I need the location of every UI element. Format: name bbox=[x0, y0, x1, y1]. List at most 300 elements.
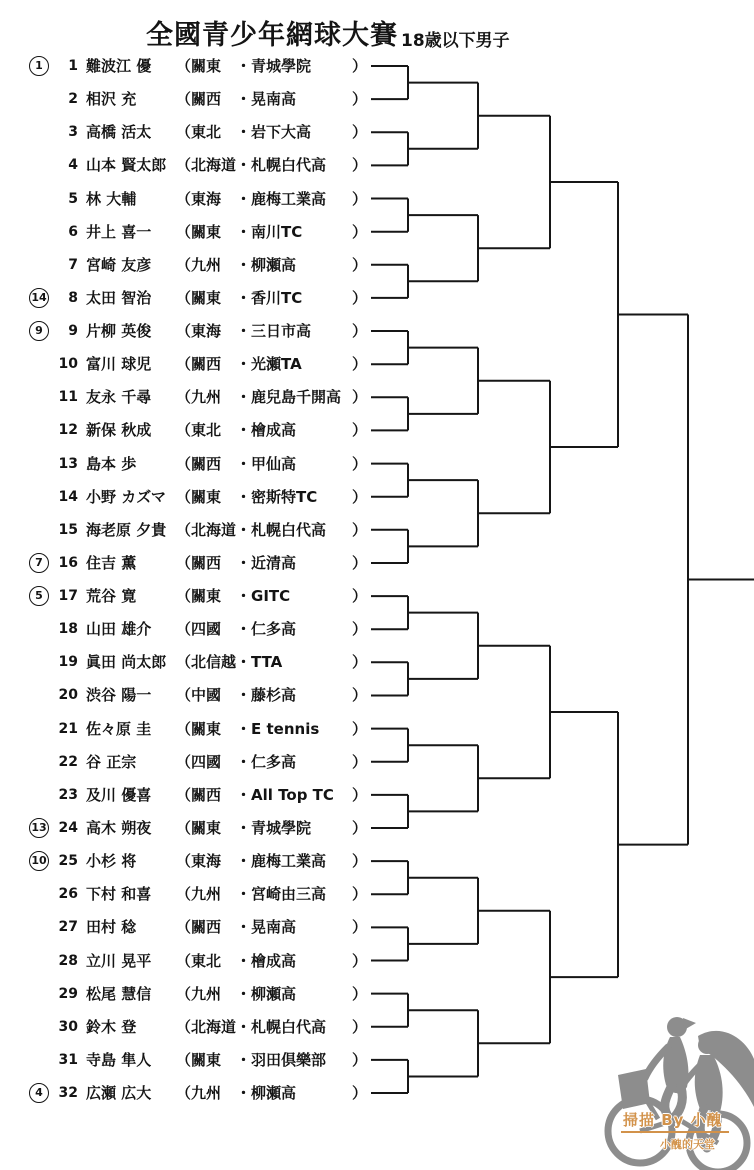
entry-number: 18 bbox=[58, 621, 78, 637]
region: 關西 bbox=[191, 554, 222, 572]
paren-open: （ bbox=[176, 753, 192, 771]
player-name: 高木 朔夜 bbox=[86, 819, 152, 837]
school: 札幌白代高 bbox=[251, 521, 327, 539]
affiliation bbox=[176, 651, 282, 673]
entry-number: 25 bbox=[58, 853, 78, 869]
player-name: 難波江 優 bbox=[86, 57, 152, 75]
paren-close: ） bbox=[352, 686, 368, 704]
player-name: 渋谷 陽一 bbox=[86, 686, 152, 704]
affiliation bbox=[176, 486, 317, 508]
region: 北海道 bbox=[191, 521, 237, 539]
entry-number: 28 bbox=[58, 953, 78, 969]
player-row-30 bbox=[0, 1016, 420, 1038]
player-row-29 bbox=[0, 983, 420, 1005]
separator-dot: ・ bbox=[236, 918, 252, 936]
region: 九州 bbox=[191, 388, 222, 406]
separator-dot: ・ bbox=[236, 123, 252, 141]
player-name: 下村 和喜 bbox=[86, 885, 152, 903]
school: 仁多高 bbox=[251, 753, 297, 771]
player-row-21 bbox=[0, 718, 420, 740]
region: 九州 bbox=[191, 1084, 222, 1102]
entry-number: 2 bbox=[68, 91, 78, 107]
affiliation bbox=[176, 618, 296, 640]
paren-close: ） bbox=[352, 388, 368, 406]
paren-open: （ bbox=[176, 852, 192, 870]
separator-dot: ・ bbox=[236, 388, 252, 406]
player-name: 相沢 充 bbox=[86, 90, 137, 108]
affiliation bbox=[176, 552, 296, 574]
paren-close: ） bbox=[352, 720, 368, 738]
paren-open: （ bbox=[176, 322, 192, 340]
separator-dot: ・ bbox=[236, 355, 252, 373]
separator-dot: ・ bbox=[236, 819, 252, 837]
paren-close: ） bbox=[352, 488, 368, 506]
paren-open: （ bbox=[176, 256, 192, 274]
entry-number: 1 bbox=[68, 58, 78, 74]
paren-open: （ bbox=[176, 1084, 192, 1102]
affiliation bbox=[176, 950, 296, 972]
region: 關東 bbox=[191, 223, 222, 241]
player-row-15 bbox=[0, 519, 420, 541]
separator-dot: ・ bbox=[236, 455, 252, 473]
affiliation bbox=[176, 419, 296, 441]
paren-open: （ bbox=[176, 554, 192, 572]
player-name: 松尾 慧信 bbox=[86, 985, 152, 1003]
region: 東海 bbox=[191, 190, 222, 208]
player-name: 友永 千尋 bbox=[86, 388, 152, 406]
entry-number: 15 bbox=[58, 522, 78, 538]
separator-dot: ・ bbox=[236, 653, 252, 671]
player-name: 宮崎 友彦 bbox=[86, 256, 152, 274]
paren-close: ） bbox=[352, 1018, 368, 1036]
paren-close: ） bbox=[352, 918, 368, 936]
paren-close: ） bbox=[352, 190, 368, 208]
region: 東海 bbox=[191, 852, 222, 870]
player-row-9 bbox=[0, 320, 420, 342]
separator-dot: ・ bbox=[236, 620, 252, 638]
player-row-18 bbox=[0, 618, 420, 640]
separator-dot: ・ bbox=[236, 488, 252, 506]
school: 柳瀬高 bbox=[251, 256, 297, 274]
player-name: 高橋 活太 bbox=[86, 123, 152, 141]
paren-open: （ bbox=[176, 786, 192, 804]
paren-close: ） bbox=[352, 123, 368, 141]
paren-open: （ bbox=[176, 521, 192, 539]
player-row-22 bbox=[0, 751, 420, 773]
entry-number: 27 bbox=[58, 919, 78, 935]
school: 柳瀬高 bbox=[251, 1084, 297, 1102]
school: 岩下大高 bbox=[251, 123, 312, 141]
affiliation bbox=[176, 718, 319, 740]
player-row-2 bbox=[0, 88, 420, 110]
paren-open: （ bbox=[176, 488, 192, 506]
player-name: 佐々原 圭 bbox=[86, 720, 152, 738]
affiliation bbox=[176, 121, 311, 143]
seed-badge: 1 bbox=[29, 56, 49, 76]
separator-dot: ・ bbox=[236, 256, 252, 274]
entry-number: 5 bbox=[68, 191, 78, 207]
region: 四國 bbox=[191, 620, 222, 638]
player-row-3 bbox=[0, 121, 420, 143]
entry-number: 8 bbox=[68, 290, 78, 306]
paren-open: （ bbox=[176, 455, 192, 473]
player-row-10 bbox=[0, 353, 420, 375]
entry-number: 16 bbox=[58, 555, 78, 571]
entry-number: 9 bbox=[68, 323, 78, 339]
paren-close: ） bbox=[352, 985, 368, 1003]
entry-number: 26 bbox=[58, 886, 78, 902]
player-name: 寺島 隼人 bbox=[86, 1051, 152, 1069]
paren-close: ） bbox=[352, 521, 368, 539]
affiliation bbox=[176, 1016, 326, 1038]
seed-badge: 14 bbox=[29, 288, 49, 308]
page-title: 全國青少年網球大賽 bbox=[146, 20, 398, 51]
entry-number: 11 bbox=[58, 389, 78, 405]
region: 中國 bbox=[191, 686, 222, 704]
region: 關東 bbox=[191, 1051, 222, 1069]
region: 東海 bbox=[191, 322, 222, 340]
affiliation bbox=[176, 1082, 296, 1104]
affiliation bbox=[176, 55, 311, 77]
paren-open: （ bbox=[176, 57, 192, 75]
player-row-24 bbox=[0, 817, 420, 839]
entry-number: 24 bbox=[58, 820, 78, 836]
player-row-23 bbox=[0, 784, 420, 806]
paren-close: ） bbox=[352, 223, 368, 241]
player-name: 及川 優喜 bbox=[86, 786, 152, 804]
player-row-7 bbox=[0, 254, 420, 276]
school: 晃南高 bbox=[251, 918, 297, 936]
school: 近清高 bbox=[251, 554, 297, 572]
player-name: 新保 秋成 bbox=[86, 421, 152, 439]
entry-number: 21 bbox=[58, 721, 78, 737]
separator-dot: ・ bbox=[236, 90, 252, 108]
school: 羽田倶樂部 bbox=[251, 1051, 327, 1069]
separator-dot: ・ bbox=[236, 190, 252, 208]
school: 鹿兒島千開高 bbox=[251, 388, 342, 406]
paren-open: （ bbox=[176, 156, 192, 174]
player-row-5 bbox=[0, 188, 420, 210]
separator-dot: ・ bbox=[236, 686, 252, 704]
entry-number: 10 bbox=[58, 356, 78, 372]
paren-open: （ bbox=[176, 190, 192, 208]
school: 青城學院 bbox=[251, 57, 312, 75]
player-name: 荒谷 寛 bbox=[86, 587, 137, 605]
affiliation bbox=[176, 684, 296, 706]
player-row-12 bbox=[0, 419, 420, 441]
entry-number: 13 bbox=[58, 456, 78, 472]
paren-close: ） bbox=[352, 786, 368, 804]
separator-dot: ・ bbox=[236, 554, 252, 572]
region: 東北 bbox=[191, 952, 222, 970]
paren-open: （ bbox=[176, 123, 192, 141]
paren-open: （ bbox=[176, 421, 192, 439]
affiliation bbox=[176, 221, 302, 243]
paren-open: （ bbox=[176, 686, 192, 704]
school: 光瀬TA bbox=[251, 355, 302, 373]
affiliation bbox=[176, 916, 296, 938]
entry-number: 19 bbox=[58, 654, 78, 670]
player-row-20 bbox=[0, 684, 420, 706]
player-row-25 bbox=[0, 850, 420, 872]
player-row-13 bbox=[0, 453, 420, 475]
region: 東北 bbox=[191, 123, 222, 141]
separator-dot: ・ bbox=[236, 587, 252, 605]
seed-badge: 4 bbox=[29, 1083, 49, 1103]
school: 檜成高 bbox=[251, 952, 297, 970]
player-name: 鈴木 登 bbox=[86, 1018, 137, 1036]
school: 青城學院 bbox=[251, 819, 312, 837]
separator-dot: ・ bbox=[236, 156, 252, 174]
separator-dot: ・ bbox=[236, 1084, 252, 1102]
player-row-4 bbox=[0, 154, 420, 176]
player-name: 住吉 薫 bbox=[86, 554, 137, 572]
player-name: 立川 晃平 bbox=[86, 952, 152, 970]
paren-close: ） bbox=[352, 819, 368, 837]
affiliation bbox=[176, 386, 341, 408]
school: 三日市高 bbox=[251, 322, 312, 340]
separator-dot: ・ bbox=[236, 57, 252, 75]
entry-number: 7 bbox=[68, 257, 78, 273]
seed-badge: 7 bbox=[29, 553, 49, 573]
bracket-path bbox=[371, 66, 754, 1093]
paren-close: ） bbox=[352, 322, 368, 340]
paren-open: （ bbox=[176, 918, 192, 936]
player-name: 島本 歩 bbox=[86, 455, 137, 473]
paren-close: ） bbox=[352, 753, 368, 771]
seed-badge: 10 bbox=[29, 851, 49, 871]
entry-number: 23 bbox=[58, 787, 78, 803]
affiliation bbox=[176, 850, 326, 872]
separator-dot: ・ bbox=[236, 289, 252, 307]
player-row-32 bbox=[0, 1082, 420, 1104]
affiliation bbox=[176, 287, 302, 309]
player-name: 富川 球児 bbox=[86, 355, 152, 373]
affiliation bbox=[176, 254, 296, 276]
paren-close: ） bbox=[352, 1084, 368, 1102]
affiliation bbox=[176, 1049, 326, 1071]
school: 甲仙高 bbox=[251, 455, 297, 473]
paren-close: ） bbox=[352, 554, 368, 572]
separator-dot: ・ bbox=[236, 1051, 252, 1069]
player-row-26 bbox=[0, 883, 420, 905]
affiliation bbox=[176, 883, 326, 905]
school: GITC bbox=[251, 587, 291, 605]
seed-badge: 9 bbox=[29, 321, 49, 341]
region: 北海道 bbox=[191, 156, 237, 174]
paren-open: （ bbox=[176, 587, 192, 605]
school: TTA bbox=[251, 653, 283, 671]
school: 札幌白代高 bbox=[251, 156, 327, 174]
paren-close: ） bbox=[352, 256, 368, 274]
paren-close: ） bbox=[352, 289, 368, 307]
paren-close: ） bbox=[352, 620, 368, 638]
paren-close: ） bbox=[352, 952, 368, 970]
region: 關西 bbox=[191, 786, 222, 804]
region: 東北 bbox=[191, 421, 222, 439]
separator-dot: ・ bbox=[236, 753, 252, 771]
affiliation bbox=[176, 154, 326, 176]
watermark-scanner-credit: 掃描 By 小醜 bbox=[621, 1109, 729, 1133]
player-row-11 bbox=[0, 386, 420, 408]
player-name: 広瀬 広大 bbox=[86, 1084, 152, 1102]
paren-close: ） bbox=[352, 653, 368, 671]
paren-close: ） bbox=[352, 885, 368, 903]
entry-number: 32 bbox=[58, 1085, 78, 1101]
affiliation bbox=[176, 817, 311, 839]
separator-dot: ・ bbox=[236, 852, 252, 870]
paren-open: （ bbox=[176, 355, 192, 373]
school: 檜成高 bbox=[251, 421, 297, 439]
school: 鹿梅工業高 bbox=[251, 852, 327, 870]
separator-dot: ・ bbox=[236, 720, 252, 738]
school: 宮崎由三高 bbox=[251, 885, 327, 903]
player-name: 田村 稔 bbox=[86, 918, 137, 936]
player-row-1 bbox=[0, 55, 420, 77]
paren-close: ） bbox=[352, 455, 368, 473]
affiliation bbox=[176, 353, 302, 375]
separator-dot: ・ bbox=[236, 223, 252, 241]
paren-open: （ bbox=[176, 885, 192, 903]
paren-close: ） bbox=[352, 90, 368, 108]
paren-open: （ bbox=[176, 819, 192, 837]
player-name: 林 大輔 bbox=[86, 190, 137, 208]
entry-number: 20 bbox=[58, 687, 78, 703]
entry-number: 31 bbox=[58, 1052, 78, 1068]
player-row-6 bbox=[0, 221, 420, 243]
separator-dot: ・ bbox=[236, 1018, 252, 1036]
separator-dot: ・ bbox=[236, 322, 252, 340]
player-row-14 bbox=[0, 486, 420, 508]
watermark-group-name: 小醜的天堂 bbox=[660, 1138, 715, 1151]
player-row-17 bbox=[0, 585, 420, 607]
player-row-8 bbox=[0, 287, 420, 309]
player-name: 海老原 夕貴 bbox=[86, 521, 167, 539]
player-name: 小野 カズマ bbox=[86, 488, 166, 506]
entry-number: 17 bbox=[58, 588, 78, 604]
player-row-27 bbox=[0, 916, 420, 938]
region: 九州 bbox=[191, 256, 222, 274]
separator-dot: ・ bbox=[236, 952, 252, 970]
school: 柳瀬高 bbox=[251, 985, 297, 1003]
player-row-16 bbox=[0, 552, 420, 574]
affiliation bbox=[176, 585, 290, 607]
region: 四國 bbox=[191, 753, 222, 771]
affiliation bbox=[176, 983, 296, 1005]
region: 關東 bbox=[191, 819, 222, 837]
region: 九州 bbox=[191, 985, 222, 1003]
page-subtitle: 18歳以下男子 bbox=[401, 31, 510, 51]
paren-open: （ bbox=[176, 985, 192, 1003]
paren-close: ） bbox=[352, 852, 368, 870]
entry-number: 4 bbox=[68, 157, 78, 173]
school: 密斯特TC bbox=[251, 488, 318, 506]
entry-number: 30 bbox=[58, 1019, 78, 1035]
entry-number: 29 bbox=[58, 986, 78, 1002]
paren-close: ） bbox=[352, 421, 368, 439]
region: 關西 bbox=[191, 918, 222, 936]
region: 關西 bbox=[191, 355, 222, 373]
paren-open: （ bbox=[176, 223, 192, 241]
affiliation bbox=[176, 519, 326, 541]
seed-badge: 13 bbox=[29, 818, 49, 838]
separator-dot: ・ bbox=[236, 786, 252, 804]
school: All Top TC bbox=[251, 786, 334, 804]
separator-dot: ・ bbox=[236, 521, 252, 539]
affiliation bbox=[176, 188, 326, 210]
paren-open: （ bbox=[176, 1018, 192, 1036]
player-name: 眞田 尚太郎 bbox=[86, 653, 167, 671]
separator-dot: ・ bbox=[236, 885, 252, 903]
region: 關西 bbox=[191, 455, 222, 473]
school: 南川TC bbox=[251, 223, 303, 241]
paren-open: （ bbox=[176, 653, 192, 671]
entry-number: 14 bbox=[58, 489, 78, 505]
player-name: 山本 賢太郎 bbox=[86, 156, 167, 174]
region: 北海道 bbox=[191, 1018, 237, 1036]
player-name: 井上 喜一 bbox=[86, 223, 152, 241]
paren-close: ） bbox=[352, 587, 368, 605]
player-name: 小杉 将 bbox=[86, 852, 137, 870]
player-name: 太田 智治 bbox=[86, 289, 152, 307]
region: 北信越 bbox=[191, 653, 237, 671]
paren-open: （ bbox=[176, 720, 192, 738]
affiliation bbox=[176, 751, 296, 773]
paren-close: ） bbox=[352, 355, 368, 373]
school: 藤杉高 bbox=[251, 686, 297, 704]
seed-badge: 5 bbox=[29, 586, 49, 606]
separator-dot: ・ bbox=[236, 985, 252, 1003]
paren-open: （ bbox=[176, 620, 192, 638]
paren-close: ） bbox=[352, 57, 368, 75]
entry-number: 6 bbox=[68, 224, 78, 240]
player-name: 谷 正宗 bbox=[86, 753, 137, 771]
region: 關西 bbox=[191, 90, 222, 108]
entry-number: 22 bbox=[58, 754, 78, 770]
region: 關東 bbox=[191, 720, 222, 738]
player-name: 片柳 英俊 bbox=[86, 322, 152, 340]
school: 札幌白代高 bbox=[251, 1018, 327, 1036]
player-row-31 bbox=[0, 1049, 420, 1071]
school: 鹿梅工業高 bbox=[251, 190, 327, 208]
paren-close: ） bbox=[352, 1051, 368, 1069]
school: E tennis bbox=[251, 720, 320, 738]
region: 關東 bbox=[191, 587, 222, 605]
school: 香川TC bbox=[251, 289, 303, 307]
separator-dot: ・ bbox=[236, 421, 252, 439]
paren-close: ） bbox=[352, 156, 368, 174]
player-row-28 bbox=[0, 950, 420, 972]
entry-number: 12 bbox=[58, 422, 78, 438]
affiliation bbox=[176, 784, 334, 806]
paren-open: （ bbox=[176, 289, 192, 307]
paren-open: （ bbox=[176, 90, 192, 108]
player-name: 山田 雄介 bbox=[86, 620, 152, 638]
region: 九州 bbox=[191, 885, 222, 903]
paren-open: （ bbox=[176, 388, 192, 406]
region: 關東 bbox=[191, 289, 222, 307]
affiliation bbox=[176, 88, 296, 110]
affiliation bbox=[176, 320, 311, 342]
paren-open: （ bbox=[176, 952, 192, 970]
school: 仁多高 bbox=[251, 620, 297, 638]
entry-number: 3 bbox=[68, 124, 78, 140]
paren-open: （ bbox=[176, 1051, 192, 1069]
school: 晃南高 bbox=[251, 90, 297, 108]
affiliation bbox=[176, 453, 296, 475]
player-row-19 bbox=[0, 651, 420, 673]
region: 關東 bbox=[191, 488, 222, 506]
